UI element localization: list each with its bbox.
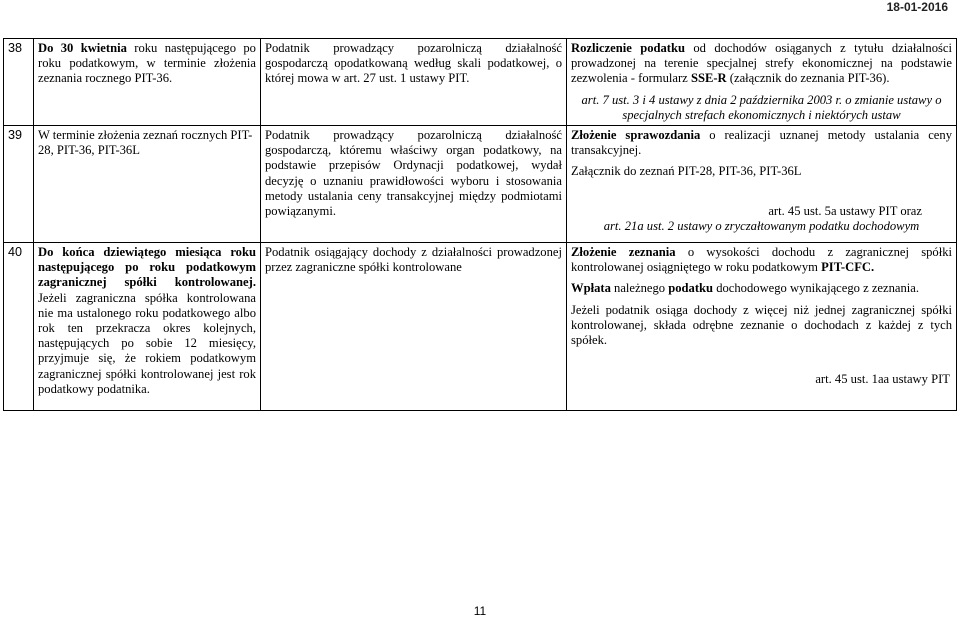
obligation-paragraph [571,245,952,275]
payment-paragraph [571,281,952,296]
legal-reference: art. 7 ust. 3 i 4 ustawy z dnia 2 października 2003 r. o zmianie ustawy o specjalnych strefach ekonomicznych i niektórych ustaw [581,92,942,122]
taxpayer-text: Podatnik osiągający dochody z działalności prowadzonej przez zagraniczne spółki kontrolowane [265,245,562,275]
taxpayer-text: Podatnik prowadzący pozarolniczą działalność gospodarczą opodatkowaną według skali podatkowej, o której mowa w art. 27 ust. 1 ustawy PIT. [265,41,562,86]
deadline-bold: Do końca dziewiątego miesiąca roku następującego po roku podatkowym zagranicznej spółki kontrolowanej. [38,245,256,290]
obligation-text-end: (załącznik do zeznania PIT-36). [726,71,890,86]
row-number: 38 [4,39,34,126]
obligation-bold: Złożenie zeznania [571,245,676,260]
deadline-cell [34,243,261,411]
obligation-text: od dochodów osiąganych z tytułu działalności prowadzonej na terenie specjalnej strefy ekonomicznej na podstawie zezwolenia - formularz [571,41,953,86]
attachment-note: Załącznik do zeznań PIT-28, PIT-36, PIT-36L [571,164,802,179]
table-row [4,126,957,243]
obligation-cell [567,243,957,411]
legal-reference-2: art. 21a ust. 2 ustawy o zryczałtowanym podatku dochodowym [603,218,920,233]
obligation-bold: Złożenie sprawozdania [571,128,701,143]
legal-reference: art. 45 ust. 5a ustawy PIT oraz [768,203,922,218]
deadline-bold: Do 30 kwietnia [38,41,127,55]
taxpayer-cell [261,126,567,243]
form-name: SSE-R [690,71,727,86]
deadline-text: W terminie złożenia zeznań rocznych PIT-28, PIT-36, PIT-36L [38,128,253,158]
payment-bold-2: podatku [668,281,714,296]
obligation-paragraph [571,128,952,158]
obligation-cell [567,39,957,126]
row-number: 39 [4,126,34,243]
obligation-text: o wysokości dochodu z zagranicznej spółki kontrolowanej osiągniętego w roku podatkowym [571,245,952,275]
form-name: PIT-CFC. [821,260,875,275]
multiple-companies-note: Jeżeli podatnik osiąga dochody z więcej niż jednej zagranicznej spółki kontrolowanej, składa odrębne zeznanie o dochodach z każdej z tych spółek. [571,302,952,348]
legal-reference: art. 45 ust. 1aa ustawy PIT [815,372,950,387]
payment-text-end: dochodowego wynikającego z zeznania. [713,281,920,296]
deadline-cell [34,39,261,126]
taxpayer-cell [261,243,567,411]
obligation-bold: Rozliczenie podatku [571,41,686,55]
obligation-text: o realizacji uznanej metody ustalania ceny transakcyjnej. [571,128,952,158]
table-row [4,243,957,411]
payment-bold: Wpłata [571,281,611,296]
row-number: 40 [4,243,34,411]
obligation-paragraph [571,41,952,87]
document-date: 18-01-2016 [886,0,948,14]
deadline-text: roku następującego po roku podatkowym, w terminie złożenia zeznania rocznego PIT-36. [38,41,256,86]
taxpayer-text: Podatnik prowadzący pozarolniczą działalność gospodarczą, któremu właściwy organ podatkowy, na podstawie przepisów Ordynacji podatkowej, wydał decyzję o uznaniu prawidłowości wyboru i stosowania metody ustalania ceny transakcyjnej między podmiotami powiązanymi. [265,128,562,219]
payment-text: należnego [610,281,669,296]
page-number: 11 [473,604,487,618]
obligation-cell [567,126,957,243]
tax-deadlines-table [3,38,957,411]
deadline-cell [34,126,261,243]
deadline-text: Jeżeli zagraniczna spółka kontrolowana nie ma ustalonego roku podatkowego albo rok ten przekracza okres kolejnych, następujących po sobie 12 miesięcy, przyjmuje się, że rokiem podatkowym zagranicznej spółki kontrolowanej jest rok podatkowy podatnika. [38,290,256,396]
taxpayer-cell [261,39,567,126]
table-row [4,39,957,126]
